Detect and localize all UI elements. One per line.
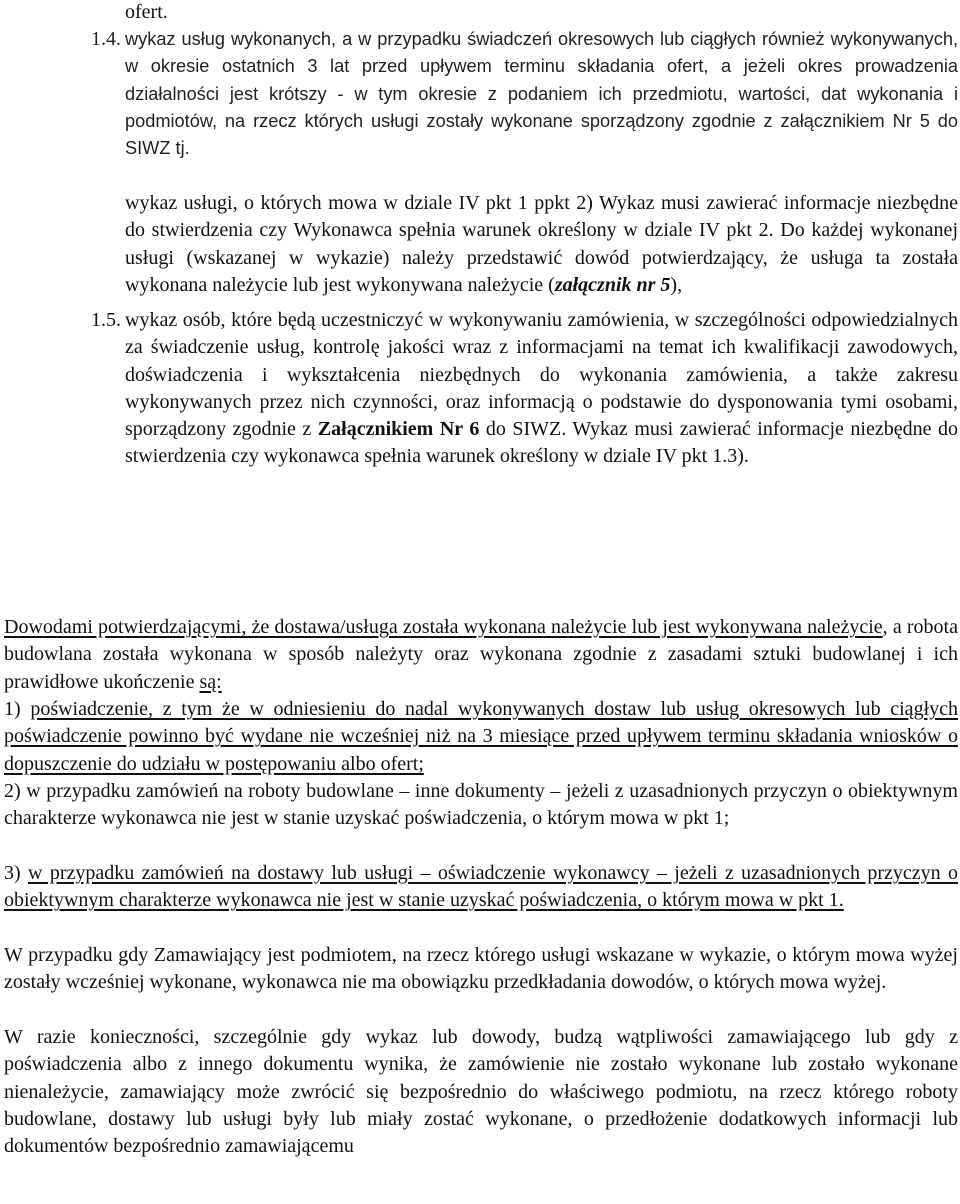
item-1-4-continuation: [125, 190, 958, 299]
top-fragment-line: [125, 0, 525, 26]
item-1-4-text: wykaz usług wykonanych, a w przypadku świadczeń okresowych lub ciągłych również wykonywanych, w okresie ostatnich 3 lat przed upływem terminu składania ofert, a jeżeli okres prowadzenia działalności jest krótszy - w tym okresie z podaniem ich przedmiotu, wartości, dat wykonania i podmiotów, na rzecz których usługi zostały wykonane sporządzony zgodnie z załącznikiem Nr 5 do SIWZ tj.: [125, 29, 958, 159]
evidence-paragraph-4-text: W przypadku gdy Zamawiający jest podmiotem, na rzecz którego usługi wskazane w wykazie, o którym mowa wyżej zostały wcześniej wykonane, wykonawca nie ma obowiązku przedkładania dowodów, o których mowa wyżej.: [4, 944, 958, 994]
item-1-5-text: wykaz osób, które będą uczestniczyć w wykonywaniu zamówienia, w szczególności odpowiedzialnych za świadczenie usług, kontrolę jakości wraz z informacjami na temat ich kwalifikacji zawodowych, doświadczenia i wykształcenia niezbędnych do wykonania zamówienia, a także zakresu wykonywanych przez nich czynności, oraz informacją o podstawie do dysponowania tymi osobami, sporządzony zgodnie z: [125, 309, 958, 441]
evidence-point-1-label: 1): [4, 698, 21, 720]
item-1-4-text-2-end: ),: [670, 273, 683, 296]
evidence-point-3: [4, 860, 958, 915]
evidence-intro-underlined: Dowodami potwierdzającymi, że dostawa/usługa została wykonana należycie lub jest wykonywana należycie: [4, 616, 883, 638]
evidence-intro: [4, 614, 958, 696]
item-1-4-number: 1.4.: [91, 28, 121, 50]
evidence-intro-are: są:: [199, 670, 222, 693]
attachment-6-reference: Załącznikiem Nr 6: [317, 418, 480, 441]
evidence-paragraph-5-text: W razie konieczności, szczególnie gdy wykaz lub dowody, budzą wątpliwości zamawiającego lub gdy z poświadczenia albo z innego dokumentu wynika, że zamówienie nie zostało wykonane lub zostało wykonane nienależycie, zamawiający może zwrócić się bezpośrednio do właściwego podmiotu, na rzecz którego roboty budowlane, dostawy lub usługi były lub miały zostać wykonane, o przedłożenie dodatkowych informacji lub dokumentów bezpośrednio zamawiającemu: [4, 1026, 958, 1158]
evidence-point-1-text: poświadczenie, z tym że w odniesieniu do nadal wykonywanych dostaw lub usług okresowych lub ciągłych poświadczenie powinno być wydane nie wcześniej niż na 3 miesiące przed upływem terminu składania wniosków o dopuszczenie do udziału w postępowaniu albo ofert;: [4, 698, 958, 775]
evidence-point-3-label: 3): [4, 862, 21, 884]
evidence-paragraph-4: [4, 942, 958, 997]
evidence-point-3-text: w przypadku zamówień na dostawy lub usługi – oświadczenie wykonawcy – jeżeli z uzasadnionych przyczyn o obiektywnym charakterze wykonawca nie jest w stanie uzyskać poświadczenia, o którym mowa w pkt 1.: [4, 862, 959, 912]
evidence-paragraph-5: [4, 1024, 958, 1160]
item-1-5-paragraph: [91, 307, 958, 471]
evidence-point-2-text: 2) w przypadku zamówień na roboty budowlane – inne dokumenty – jeżeli z uzasadnionych przyczyn o obiektywnym charakterze wykonawca nie jest w stanie uzyskać poświadczenia, o którym mowa w pkt 1;: [4, 780, 958, 830]
item-1-4-paragraph: [91, 26, 958, 162]
item-1-5-text-end: do SIWZ. Wykaz musi zawierać informacje niezbędne do stwierdzenia czy wykonawca spełnia warunek określony w dziale IV pkt 1.3).: [125, 418, 958, 468]
item-1-5-number: 1.5.: [91, 309, 121, 331]
item-1-4-text-2: wykaz usługi, o których mowa w dziale IV pkt 1 ppkt 2) Wykaz musi zawierać informacje niezbędne do stwierdzenia czy Wykonawca spełnia warunek określony w dziale IV pkt 2. Do każdej wykonanej usługi (wskazanej w wykazie) należy przedstawić dowód potwierdzający, że usługa ta została wykonana należycie lub jest wykonywana należycie (: [125, 192, 958, 296]
top-fragment-text: ofert.: [125, 1, 168, 23]
evidence-intro-text: , a robota budowlana została wykonana w sposób należyty oraz wykonana zgodnie z zasadami sztuki budowlanej i ich prawidłowe ukończenie: [4, 616, 958, 693]
evidence-point-1: [4, 696, 958, 778]
evidence-point-2: [4, 778, 958, 833]
attachment-5-reference: załącznik nr 5: [554, 273, 671, 296]
